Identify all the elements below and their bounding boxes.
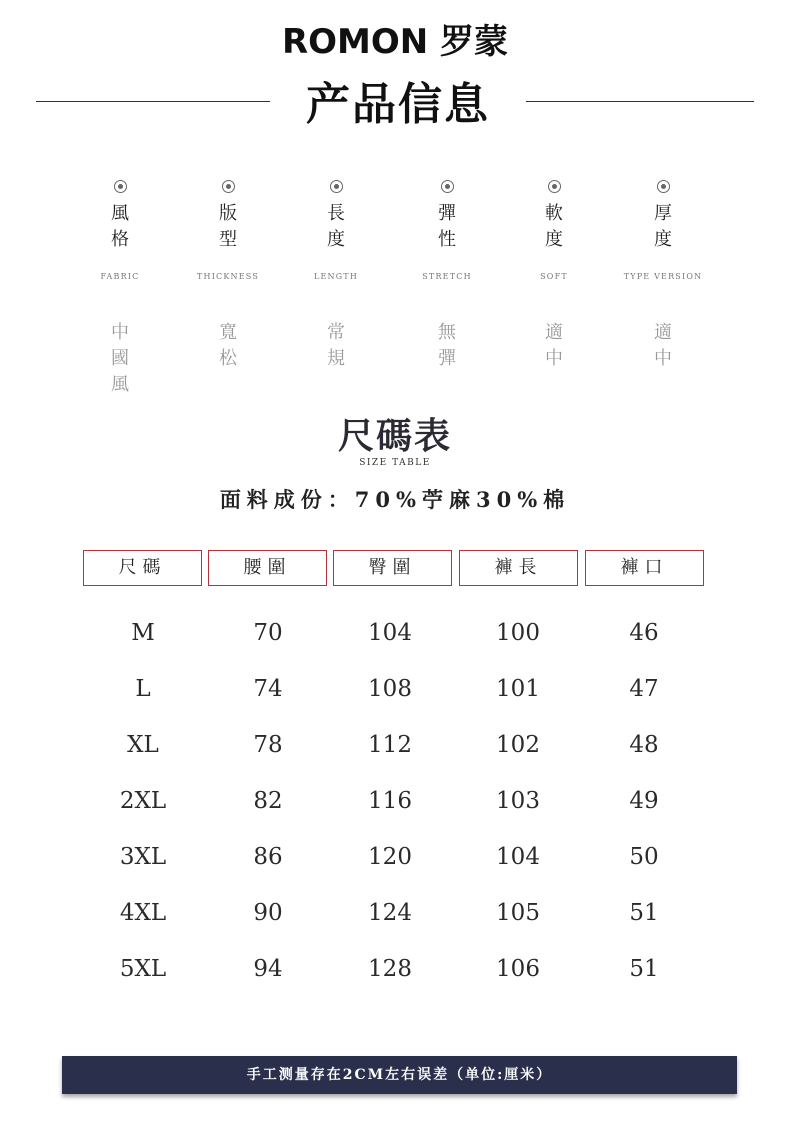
cell-hem: 49 (629, 788, 659, 814)
cell-hip: 104 (368, 620, 412, 646)
title-divider-right (526, 101, 754, 102)
page-title-row (0, 68, 790, 128)
attribute-english: THICKNESS (196, 272, 260, 281)
bullet-icon (330, 180, 343, 193)
attribute-value: 中國風 (111, 322, 129, 395)
title-divider-left (36, 101, 270, 102)
cell-waist: 74 (253, 676, 283, 702)
header-size: 尺碼 (83, 550, 202, 586)
table-row (0, 732, 790, 772)
cell-hip: 112 (368, 732, 412, 758)
header-hem: 褲口 (585, 550, 704, 586)
table-row (0, 956, 790, 996)
table-row (0, 676, 790, 716)
cell-length: 102 (496, 732, 540, 758)
attribute-value: 適中 (654, 322, 672, 369)
cell-waist: 90 (253, 900, 283, 926)
bullet-icon (657, 180, 670, 193)
table-row (0, 620, 790, 660)
cell-hip: 116 (368, 788, 412, 814)
cell-length: 106 (496, 956, 540, 982)
attribute-label: 長度 (327, 203, 345, 250)
attribute-value: 寬松 (219, 322, 237, 369)
size-table-title: 尺碼表 (337, 415, 452, 457)
cell-hem: 47 (629, 676, 659, 702)
attribute-softness (494, 180, 614, 369)
cell-length: 105 (496, 900, 540, 926)
cell-hem: 51 (629, 900, 659, 926)
header-length: 褲長 (459, 550, 578, 586)
bullet-icon (441, 180, 454, 193)
cell-size: XL (127, 732, 159, 758)
cell-length: 103 (496, 788, 540, 814)
attribute-label: 軟度 (545, 203, 563, 250)
bullet-icon (548, 180, 561, 193)
cell-size: M (131, 620, 155, 646)
page-title: 产品信息 (306, 79, 490, 130)
attribute-value: 適中 (545, 322, 563, 369)
attribute-english: SOFT (540, 272, 568, 281)
attribute-length (276, 180, 396, 369)
cell-size: 3XL (119, 844, 167, 870)
attribute-label: 彈性 (438, 203, 456, 250)
header-hip: 臀圍 (333, 550, 452, 586)
cell-length: 104 (496, 844, 540, 870)
cell-hem: 48 (629, 732, 659, 758)
table-row (0, 844, 790, 884)
bullet-icon (114, 180, 127, 193)
cell-length: 101 (496, 676, 540, 702)
cell-length: 100 (496, 620, 540, 646)
attribute-label: 厚度 (654, 203, 672, 250)
attribute-english: FABRIC (100, 272, 140, 281)
attribute-fit (168, 180, 288, 369)
size-table-subtitle: SIZE TABLE (359, 458, 431, 468)
cell-size: L (135, 676, 151, 702)
cell-size: 4XL (119, 900, 167, 926)
cell-waist: 78 (253, 732, 283, 758)
cell-hem: 50 (629, 844, 659, 870)
cell-hip: 128 (368, 956, 412, 982)
cell-hip: 120 (368, 844, 412, 870)
cell-waist: 70 (253, 620, 283, 646)
attribute-english: TYPE VERSION (623, 272, 703, 281)
attribute-value: 無彈 (438, 322, 456, 369)
cell-waist: 94 (253, 956, 283, 982)
cell-size: 2XL (119, 788, 167, 814)
table-row (0, 900, 790, 940)
material-composition: 面料成份：70%苧麻30%棉 (219, 487, 571, 512)
cell-hip: 108 (368, 676, 412, 702)
header-waist: 腰圍 (208, 550, 327, 586)
measurement-note-banner: 手工测量存在2CM左右误差（单位:厘米） (62, 1056, 737, 1094)
cell-hip: 124 (368, 900, 412, 926)
attribute-style (60, 180, 180, 395)
table-row (0, 788, 790, 828)
attribute-english: LENGTH (313, 272, 359, 281)
attribute-value: 常規 (327, 322, 345, 369)
attribute-thickness (603, 180, 723, 369)
cell-waist: 86 (253, 844, 283, 870)
cell-hem: 46 (629, 620, 659, 646)
cell-size: 5XL (119, 956, 167, 982)
attribute-english: STRETCH (422, 272, 472, 281)
attribute-stretch (387, 180, 507, 369)
cell-waist: 82 (253, 788, 283, 814)
attribute-label: 風格 (111, 203, 129, 250)
bullet-icon (222, 180, 235, 193)
attribute-label: 版型 (219, 203, 237, 250)
brand-logo: ROMON 罗蒙 (281, 22, 509, 62)
cell-hem: 51 (629, 956, 659, 982)
